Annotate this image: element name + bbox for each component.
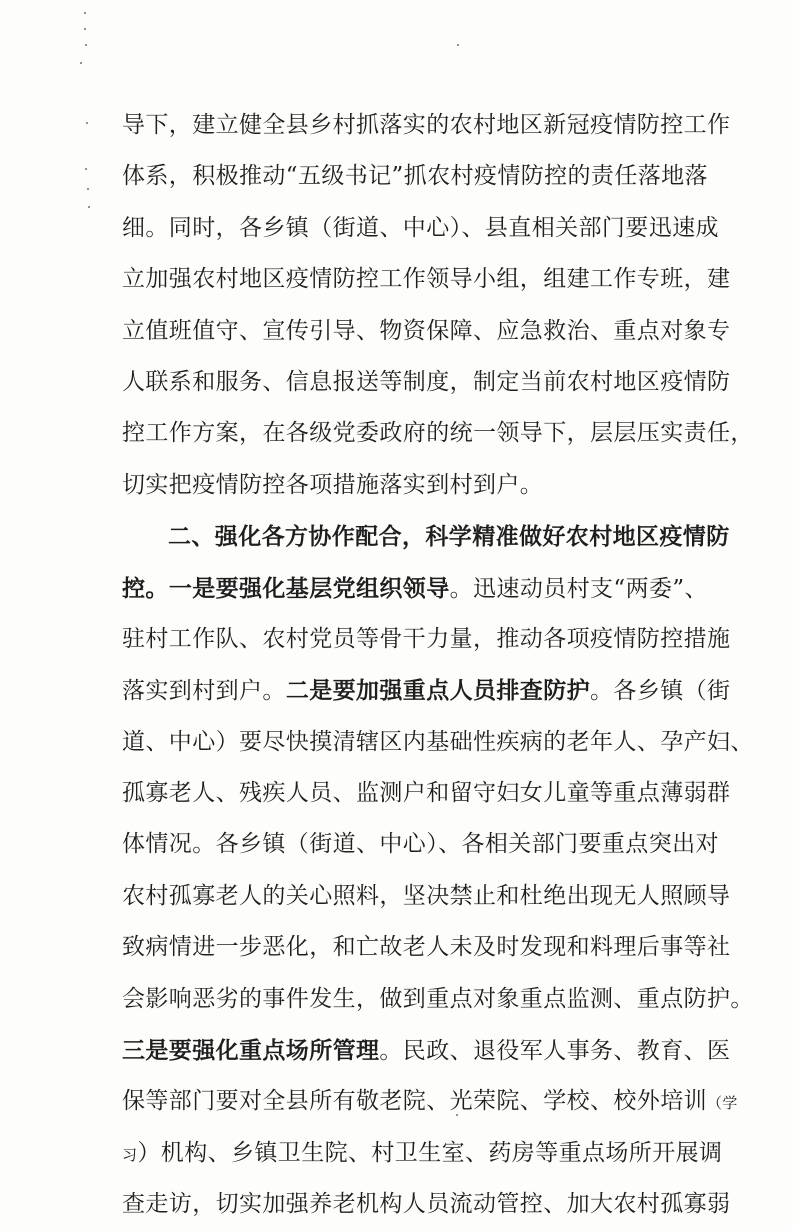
- text-segment: 体系，积极推动“五级书记”抓农村疫情防控的责任落地落: [122, 163, 708, 190]
- text-line: [122, 563, 708, 614]
- text-segment: 二、强化各方协作配合，科学精准做好农村地区疫情防: [168, 523, 730, 551]
- text-segment: 。民政、退役军人事务、教育、医: [379, 1038, 731, 1065]
- text-segment: 道、中心）要尽快摸清辖区内基础性疾病的老年人、孕产妇、: [122, 728, 754, 755]
- text-segment: 立加强农村地区疫情防控工作领导小组，组建工作专班，建: [122, 266, 731, 293]
- text-segment: 立值班值守、宣传引导、物资保障、应急救治、重点对象专: [122, 317, 731, 344]
- scan-speck: [457, 44, 459, 46]
- scan-speck: [85, 44, 87, 46]
- text-segment: 查走访，切实加强养老机构人员流动管控、加大农村孤寡弱: [122, 1191, 731, 1218]
- text-segment: ）机构、乡镇卫生院、村卫生室、药房等重点场所开展调: [137, 1139, 723, 1166]
- bold-text-segment: 二是要加强重点人员排查防护: [285, 677, 591, 705]
- text-line: [122, 203, 719, 254]
- scan-speck: [86, 122, 88, 124]
- text-segment: 农村孤寡老人的关心照料，坚决禁止和杜绝出现无人照顾导: [122, 882, 731, 909]
- text-line: [122, 408, 754, 459]
- scan-speck: [88, 206, 90, 208]
- text-segment: 落实到村到户。: [122, 678, 286, 705]
- text-line: [122, 100, 731, 151]
- text-line: [122, 922, 731, 973]
- text-segment: 体情况。各乡镇（街道、中心）、各相关部门要重点突出对: [122, 831, 719, 858]
- text-segment: 孤寡老人、残疾人员、监测户和留守妇女儿童等重点薄弱群: [122, 780, 731, 807]
- text-line: [122, 1128, 723, 1179]
- text-line: [122, 306, 731, 357]
- text-line: [122, 357, 731, 408]
- text-line: [122, 511, 730, 562]
- text-line: [122, 871, 731, 922]
- text-line: [122, 768, 731, 819]
- text-segment: 驻村工作队、农村党员等骨干力量，推动各项疫情防控措施: [122, 625, 731, 652]
- text-segment: 控工作方案，在各级党委政府的统一领导下，层层压实责任，: [122, 420, 754, 447]
- text-line: [122, 819, 719, 870]
- scan-speck: [84, 12, 86, 14]
- text-segment: （学: [707, 1094, 738, 1113]
- text-segment: 人联系和服务、信息报送等制度，制定当前农村地区疫情防: [122, 368, 731, 395]
- text-segment: 。迅速动员村支“两委”、: [449, 575, 708, 602]
- scan-speck: [87, 188, 89, 190]
- scan-speck: [85, 168, 87, 170]
- text-segment: 致病情进一步恶化，和亡故老人未及时发现和料理后事等社: [122, 934, 731, 961]
- text-line: [122, 717, 754, 768]
- bold-text-segment: 控。: [122, 574, 169, 602]
- text-segment: 会影响恶劣的事件发生，做到重点对象重点监测、重点防护。: [122, 985, 754, 1012]
- scan-speck: [456, 1114, 458, 1116]
- scan-speck: [80, 62, 82, 64]
- text-segment: 切实把疫情防控各项措施落实到村到户。: [122, 471, 544, 498]
- bold-text-segment: 三是要强化重点场所管理: [122, 1037, 380, 1065]
- text-segment: 导下，建立健全县乡村抓落实的农村地区新冠疫情防控工作: [122, 112, 731, 138]
- text-line: [122, 1025, 731, 1076]
- bold-text-segment: 一是要强化基层党组织领导: [168, 574, 450, 602]
- text-line: [122, 254, 731, 305]
- text-line: [122, 1076, 738, 1127]
- text-line: [122, 614, 731, 665]
- text-segment: 细。同时，各乡镇（街道、中心）、县直相关部门要迅速成: [122, 214, 719, 241]
- text-line: [122, 460, 694, 511]
- body-text: [122, 100, 754, 1231]
- text-line: [122, 974, 754, 1025]
- scan-speck: [84, 28, 86, 30]
- text-segment: 保等部门要对全县所有敬老院、光荣院、学校、校外培训: [122, 1088, 707, 1115]
- text-line: [122, 151, 708, 202]
- text-line: [122, 665, 731, 716]
- text-line: [122, 1179, 731, 1230]
- text-segment: 习: [122, 1145, 138, 1164]
- text-segment: 。各乡镇（街: [590, 678, 731, 705]
